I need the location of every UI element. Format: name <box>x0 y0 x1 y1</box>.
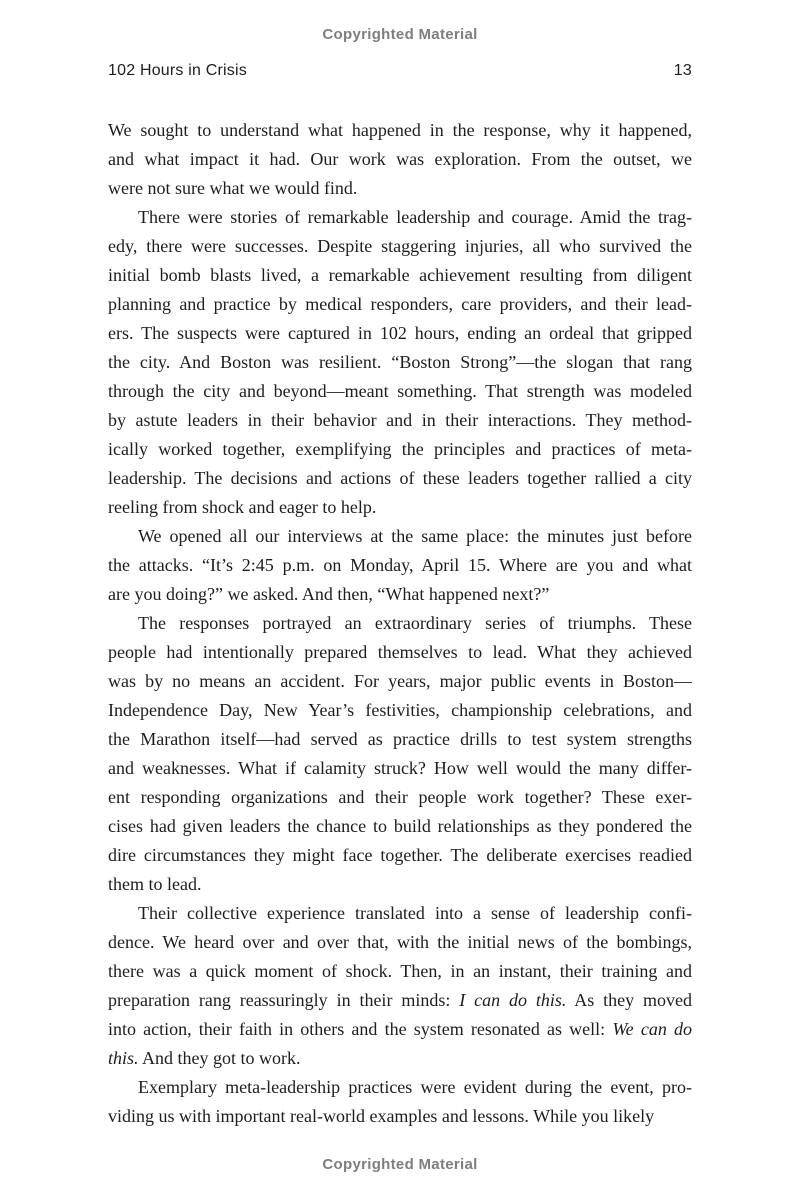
body-line: the attacks. “It’s 2:45 p.m. on Monday, April 15. Where are you and what <box>108 555 692 575</box>
body-line: The responses portrayed an extraordinary series of triumphs. These <box>138 613 692 633</box>
body-line: Their collective experience translated into a sense of leadership confi- <box>138 903 692 923</box>
body-line: and what impact it had. Our work was exploration. From the outset, we <box>108 149 692 169</box>
body-line: Exemplary meta-leadership practices were evident during the event, pro- <box>138 1077 692 1097</box>
body-line: by astute leaders in their behavior and in their interactions. They method- <box>108 410 692 430</box>
body-line: leadership. The decisions and actions of these leaders together rallied a city <box>108 468 692 488</box>
body-line: We opened all our interviews at the same place: the minutes just before <box>138 526 692 546</box>
body-line: dence. We heard over and over that, with the initial news of the bombings, <box>108 932 692 952</box>
body-line: cises had given leaders the chance to build relationships as they pondered the <box>108 816 692 836</box>
body-line: through the city and beyond—meant something. That strength was modeled <box>108 381 692 401</box>
body-line: planning and practice by medical responders, care providers, and their lead- <box>108 294 692 314</box>
body-line: and weaknesses. What if calamity struck? How well would the many differ- <box>108 758 692 778</box>
body-line: There were stories of remarkable leadership and courage. Amid the trag- <box>138 207 692 227</box>
body-line: this. And they got to work. <box>108 1048 301 1068</box>
running-header <box>108 62 692 80</box>
body-line: dire circumstances they might face together. The deliberate exercises readied <box>108 845 692 865</box>
body-line: the city. And Boston was resilient. “Boston Strong”—the slogan that rang <box>108 352 692 372</box>
body-line: Independence Day, New Year’s festivities, championship celebrations, and <box>108 700 692 720</box>
body-line: ically worked together, exemplifying the principles and practices of meta- <box>108 439 692 459</box>
page-number: 13 <box>673 62 692 79</box>
body-line: are you doing?” we asked. And then, “What happened next?” <box>108 584 550 604</box>
copyright-notice-bottom: Copyrighted Material <box>322 1156 478 1173</box>
copyright-notice-top: Copyrighted Material <box>322 26 478 43</box>
body-line: people had intentionally prepared themselves to lead. What they achieved <box>108 642 692 662</box>
body-line: reeling from shock and eager to help. <box>108 497 377 517</box>
body-line: ent responding organizations and their people work together? These exer- <box>108 787 692 807</box>
body-line: ers. The suspects were captured in 102 hours, ending an ordeal that gripped <box>108 323 692 343</box>
body-line: preparation rang reassuringly in their minds: I can do this. As they moved <box>108 990 692 1010</box>
body-line: there was a quick moment of shock. Then, in an instant, their training and <box>108 961 692 981</box>
chapter-title: 102 Hours in Crisis <box>108 62 247 79</box>
body-line: viding us with important real-world examples and lessons. While you likely <box>108 1106 655 1126</box>
body-text <box>108 116 692 1131</box>
body-line: edy, there were successes. Despite staggering injuries, all who survived the <box>108 236 692 256</box>
body-line: were not sure what we would find. <box>108 178 358 198</box>
body-line: into action, their faith in others and the system resonated as well: We can do <box>108 1019 692 1039</box>
body-line: was by no means an accident. For years, major public events in Boston— <box>108 671 692 691</box>
body-line: We sought to understand what happened in the response, why it happened, <box>108 120 692 140</box>
body-line: them to lead. <box>108 874 202 894</box>
body-line: initial bomb blasts lived, a remarkable achievement resulting from diligent <box>108 265 692 285</box>
body-line: the Marathon itself—had served as practice drills to test system strengths <box>108 729 692 749</box>
